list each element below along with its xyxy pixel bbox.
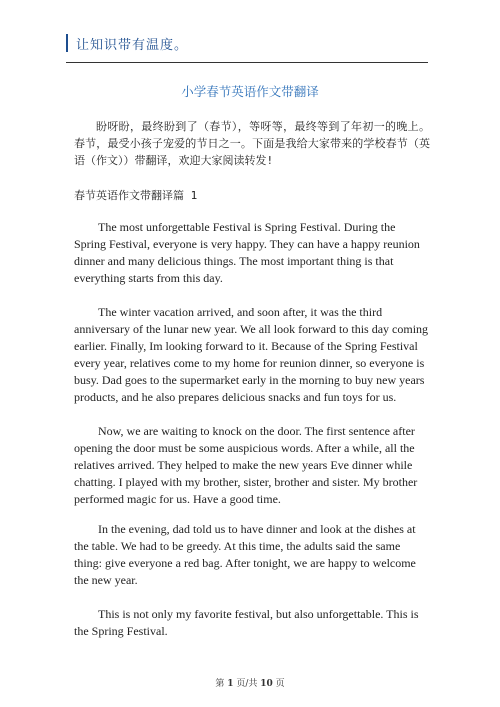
document-title: 小学春节英语作文带翻译 <box>181 84 319 99</box>
body-paragraph: In the evening, dad told us to have dinner and look at the dishes at the table. We had to be greedy. At this time, the adults said the same thing: give everyone a red bag. After tonight, we are happy to welcome the new year. <box>74 522 416 587</box>
footer-middle: 页/共 <box>236 679 258 689</box>
body-paragraph: Now, we are waiting to knock on the door. The first sentence after opening the door must be some auspicious words. After a while, all the relatives arrived. They helped to make the new years Eve dinner while chatting. I played with my brother, sister, brother and sister. My brother performed magic for us. Have a good time. <box>74 424 418 506</box>
page-footer <box>0 676 500 689</box>
body-paragraph: The winter vacation arrived, and soon after, it was the third anniversary of the lunar new year. We all look forward to this day coming earlier. Finally, Im looking forward to it. Because of the Spring Festival every year, relatives come to my home for reunion dinner, so everyone is busy. Dad goes to the supermarket early in the morning to buy new years products, and he also prepares delicious snacks and fun toys for us. <box>74 305 429 404</box>
intro-paragraph: 盼呀盼，最终盼到了（春节），等呀等，最终等到了年初一的晚上。春节，最受小孩子宠爱的节日之一。下面是我给大家带来的学校春节（英语（作文））带翻译，欢迎大家阅读转发! <box>74 120 430 167</box>
footer-suffix: 页 <box>275 679 285 689</box>
body-paragraph: The most unforgettable Festival is Spring Festival. During the Spring Festival, everyone is very happy. They can have a happy reunion dinner and many delicious things. The most important thing is that everything starts from this day. <box>74 220 420 285</box>
footer-prefix: 第 <box>215 679 225 689</box>
footer-total-pages: 10 <box>260 679 273 689</box>
header-divider <box>66 62 428 63</box>
header-accent-bar <box>66 34 68 52</box>
section-heading: 春节英语作文带翻译篇 1 <box>74 189 198 202</box>
body-paragraph: This is not only my favorite festival, but also unforgettable. This is the Spring Festival. <box>74 607 419 638</box>
footer-current-page: 1 <box>227 679 234 689</box>
header-slogan: 让知识带有温度。 <box>76 38 189 53</box>
